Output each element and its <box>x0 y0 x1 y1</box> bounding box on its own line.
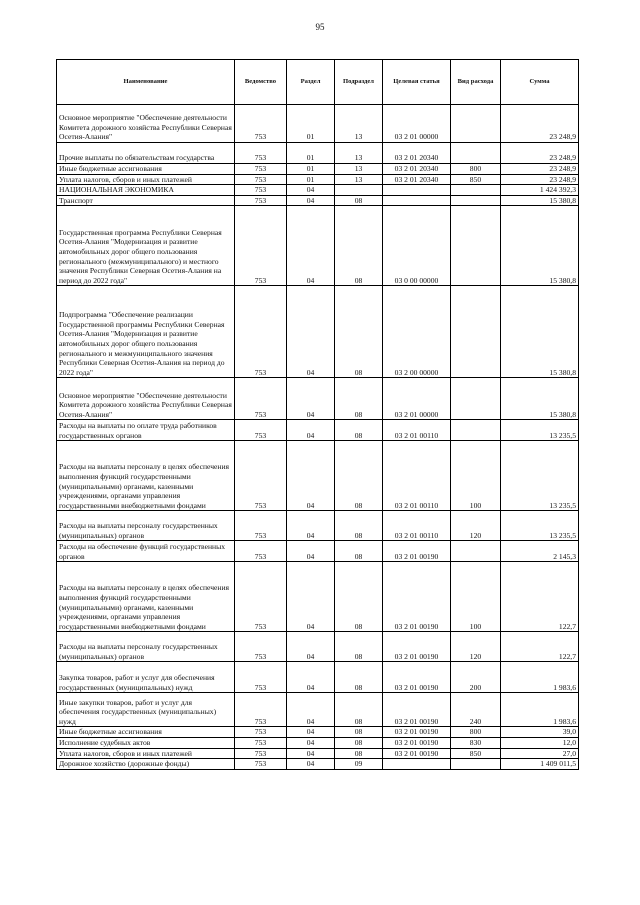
row-section: 04 <box>287 511 335 541</box>
row-section: 04 <box>287 737 335 748</box>
row-type: 850 <box>451 174 501 185</box>
row-type: 240 <box>451 693 501 727</box>
row-dept: 753 <box>235 286 287 378</box>
row-dept: 753 <box>235 174 287 185</box>
row-type: 800 <box>451 727 501 738</box>
row-section: 04 <box>287 759 335 770</box>
row-sum: 13 235,5 <box>501 511 579 541</box>
row-type: 100 <box>451 562 501 632</box>
row-subsection: 08 <box>335 737 383 748</box>
row-section: 01 <box>287 164 335 175</box>
row-name: Расходы на выплаты по оплате труда работников государственных органов <box>57 420 235 441</box>
row-type <box>451 195 501 206</box>
row-article: 03 2 01 20340 <box>383 164 451 175</box>
row-article: 03 2 01 00190 <box>383 727 451 738</box>
table-row <box>57 693 579 727</box>
row-name: Подпрограмма "Обеспечение реализации Государственной программы Республики Северная Осетия-Алания "Модернизация и развитие автомобильных дорог общего пользования регионального и межмуниципального значения Республики Северная Осетия-Алания на период до 2022 года" <box>57 286 235 378</box>
table-row <box>57 511 579 541</box>
row-sum: 2 145,3 <box>501 541 579 562</box>
row-subsection: 13 <box>335 143 383 164</box>
row-dept: 753 <box>235 662 287 693</box>
row-sum: 1 983,6 <box>501 693 579 727</box>
row-section: 04 <box>287 693 335 727</box>
row-article: 03 2 01 00190 <box>383 748 451 759</box>
header-dept: Ведомство <box>235 60 287 105</box>
row-section: 04 <box>287 632 335 662</box>
row-sum: 15 380,8 <box>501 286 579 378</box>
row-article: 03 2 00 00000 <box>383 286 451 378</box>
row-article: 03 2 01 00190 <box>383 662 451 693</box>
row-article: 03 2 01 00110 <box>383 420 451 441</box>
row-name: Иные закупки товаров, работ и услуг для обеспечения государственных (муниципальных) нужд <box>57 693 235 727</box>
row-article: 03 2 01 20340 <box>383 143 451 164</box>
row-sum: 23 248,9 <box>501 143 579 164</box>
row-dept: 753 <box>235 632 287 662</box>
row-sum: 15 380,8 <box>501 378 579 420</box>
row-dept: 753 <box>235 562 287 632</box>
row-sum: 13 235,5 <box>501 420 579 441</box>
row-sum: 1 409 011,5 <box>501 759 579 770</box>
row-sum: 13 235,5 <box>501 441 579 511</box>
row-type: 120 <box>451 511 501 541</box>
row-dept: 753 <box>235 441 287 511</box>
row-article <box>383 185 451 196</box>
row-sum: 122,7 <box>501 632 579 662</box>
table-row <box>57 748 579 759</box>
table-row <box>57 378 579 420</box>
row-name: Исполнение судебных актов <box>57 737 235 748</box>
row-sum: 12,0 <box>501 737 579 748</box>
row-article <box>383 195 451 206</box>
row-subsection: 08 <box>335 727 383 738</box>
table-row <box>57 662 579 693</box>
row-section: 04 <box>287 378 335 420</box>
row-type <box>451 105 501 143</box>
row-dept: 753 <box>235 727 287 738</box>
row-dept: 753 <box>235 420 287 441</box>
row-subsection <box>335 185 383 196</box>
table-row <box>57 441 579 511</box>
row-subsection: 08 <box>335 662 383 693</box>
row-name: Дорожное хозяйство (дорожные фонды) <box>57 759 235 770</box>
header-expense-type: Вид расхода <box>451 60 501 105</box>
row-type <box>451 206 501 286</box>
row-subsection: 08 <box>335 441 383 511</box>
table-row <box>57 562 579 632</box>
row-type <box>451 420 501 441</box>
row-subsection: 08 <box>335 420 383 441</box>
row-type: 200 <box>451 662 501 693</box>
row-dept: 753 <box>235 105 287 143</box>
row-dept: 753 <box>235 143 287 164</box>
row-subsection: 09 <box>335 759 383 770</box>
row-name: Расходы на выплаты персоналу государственных (муниципальных) органов <box>57 632 235 662</box>
table-row <box>57 286 579 378</box>
row-section: 04 <box>287 562 335 632</box>
header-sum: Сумма <box>501 60 579 105</box>
row-article: 03 2 01 00190 <box>383 737 451 748</box>
table-row <box>57 759 579 770</box>
row-sum: 15 380,8 <box>501 206 579 286</box>
row-type <box>451 541 501 562</box>
row-sum: 23 248,9 <box>501 105 579 143</box>
row-dept: 753 <box>235 737 287 748</box>
row-article <box>383 759 451 770</box>
row-section: 01 <box>287 105 335 143</box>
row-dept: 753 <box>235 748 287 759</box>
row-dept: 753 <box>235 378 287 420</box>
row-name: Расходы на выплаты персоналу в целях обеспечения выполнения функций государственными (муниципальными) органами, казенными учреждениями, органами управления государственными внебюджетными фондами <box>57 441 235 511</box>
row-type: 100 <box>451 441 501 511</box>
row-name: Государственная программа Республики Северная Осетия-Алания "Модернизация и развитие автомобильных дорог общего пользования регионального (межмуниципального) и местного значения Республики Северная Осетия-Алания на период до 2022 года" <box>57 206 235 286</box>
row-name: Иные бюджетные ассигнования <box>57 164 235 175</box>
row-type <box>451 286 501 378</box>
row-name: Основное мероприятие "Обеспечение деятельности Комитета дорожного хозяйства Республики Северная Осетия-Алания" <box>57 105 235 143</box>
row-dept: 753 <box>235 195 287 206</box>
row-subsection: 08 <box>335 378 383 420</box>
row-subsection: 08 <box>335 195 383 206</box>
page-number: 95 <box>315 22 325 32</box>
header-name: Наименование <box>57 60 235 105</box>
row-name: Иные бюджетные ассигнования <box>57 727 235 738</box>
row-dept: 753 <box>235 206 287 286</box>
row-type <box>451 143 501 164</box>
row-sum: 1 983,6 <box>501 662 579 693</box>
row-type <box>451 759 501 770</box>
row-sum: 27,0 <box>501 748 579 759</box>
table-row <box>57 541 579 562</box>
row-type <box>451 378 501 420</box>
row-dept: 753 <box>235 541 287 562</box>
row-section: 04 <box>287 727 335 738</box>
row-subsection: 13 <box>335 105 383 143</box>
row-dept: 753 <box>235 185 287 196</box>
row-subsection: 08 <box>335 286 383 378</box>
table-row <box>57 206 579 286</box>
row-name: Прочие выплаты по обязательствам государства <box>57 143 235 164</box>
row-section: 01 <box>287 174 335 185</box>
row-subsection: 08 <box>335 541 383 562</box>
row-subsection: 08 <box>335 693 383 727</box>
row-dept: 753 <box>235 164 287 175</box>
row-section: 04 <box>287 662 335 693</box>
row-dept: 753 <box>235 511 287 541</box>
table-row <box>57 420 579 441</box>
row-section: 04 <box>287 441 335 511</box>
row-article: 03 2 01 00190 <box>383 541 451 562</box>
row-section: 01 <box>287 143 335 164</box>
table-row <box>57 632 579 662</box>
row-name: Расходы на выплаты персоналу в целях обеспечения выполнения функций государственными (муниципальными) органами, казенными учреждениями, органами управления государственными внебюджетными фондами <box>57 562 235 632</box>
row-section: 04 <box>287 195 335 206</box>
row-article: 03 2 01 00190 <box>383 632 451 662</box>
row-sum: 39,0 <box>501 727 579 738</box>
row-article: 03 2 01 00110 <box>383 441 451 511</box>
row-dept: 753 <box>235 759 287 770</box>
row-section: 04 <box>287 185 335 196</box>
table-row <box>57 727 579 738</box>
row-article: 03 2 01 00000 <box>383 105 451 143</box>
row-article: 03 2 01 00190 <box>383 562 451 632</box>
row-section: 04 <box>287 420 335 441</box>
row-name: Расходы на выплаты персоналу государственных (муниципальных) органов <box>57 511 235 541</box>
row-sum: 15 380,8 <box>501 195 579 206</box>
row-name: НАЦИОНАЛЬНАЯ ЭКОНОМИКА <box>57 185 235 196</box>
row-article: 03 2 01 00110 <box>383 511 451 541</box>
row-sum: 23 248,9 <box>501 164 579 175</box>
row-subsection: 08 <box>335 632 383 662</box>
header-section: Раздел <box>287 60 335 105</box>
row-type: 830 <box>451 737 501 748</box>
row-type: 850 <box>451 748 501 759</box>
row-sum: 23 248,9 <box>501 174 579 185</box>
row-type <box>451 185 501 196</box>
row-subsection: 13 <box>335 164 383 175</box>
row-subsection: 13 <box>335 174 383 185</box>
row-name: Закупка товаров, работ и услуг для обеспечения государственных (муниципальных) нужд <box>57 662 235 693</box>
row-section: 04 <box>287 286 335 378</box>
row-article: 03 0 00 00000 <box>383 206 451 286</box>
budget-table <box>56 59 579 770</box>
table-row <box>57 164 579 175</box>
row-section: 04 <box>287 748 335 759</box>
row-subsection: 08 <box>335 562 383 632</box>
row-name: Расходы на обеспечение функций государственных органов <box>57 541 235 562</box>
table-header-row <box>57 60 579 105</box>
row-name: Транспорт <box>57 195 235 206</box>
table-row <box>57 174 579 185</box>
row-subsection: 08 <box>335 206 383 286</box>
row-name: Основное мероприятие "Обеспечение деятельности Комитета дорожного хозяйства Республики Северная Осетия-Алания" <box>57 378 235 420</box>
row-type: 800 <box>451 164 501 175</box>
row-article: 03 2 01 00000 <box>383 378 451 420</box>
row-article: 03 2 01 00190 <box>383 693 451 727</box>
row-article: 03 2 01 20340 <box>383 174 451 185</box>
row-name: Уплата налогов, сборов и иных платежей <box>57 748 235 759</box>
row-dept: 753 <box>235 693 287 727</box>
row-section: 04 <box>287 206 335 286</box>
header-article: Целевая статья <box>383 60 451 105</box>
table-row <box>57 737 579 748</box>
table-row <box>57 143 579 164</box>
row-section: 04 <box>287 541 335 562</box>
table-row <box>57 105 579 143</box>
row-sum: 122,7 <box>501 562 579 632</box>
table-row <box>57 195 579 206</box>
row-name: Уплата налогов, сборов и иных платежей <box>57 174 235 185</box>
table-row <box>57 185 579 196</box>
header-subsection: Подраздел <box>335 60 383 105</box>
row-subsection: 08 <box>335 511 383 541</box>
row-type: 120 <box>451 632 501 662</box>
row-sum: 1 424 392,3 <box>501 185 579 196</box>
row-subsection: 08 <box>335 748 383 759</box>
